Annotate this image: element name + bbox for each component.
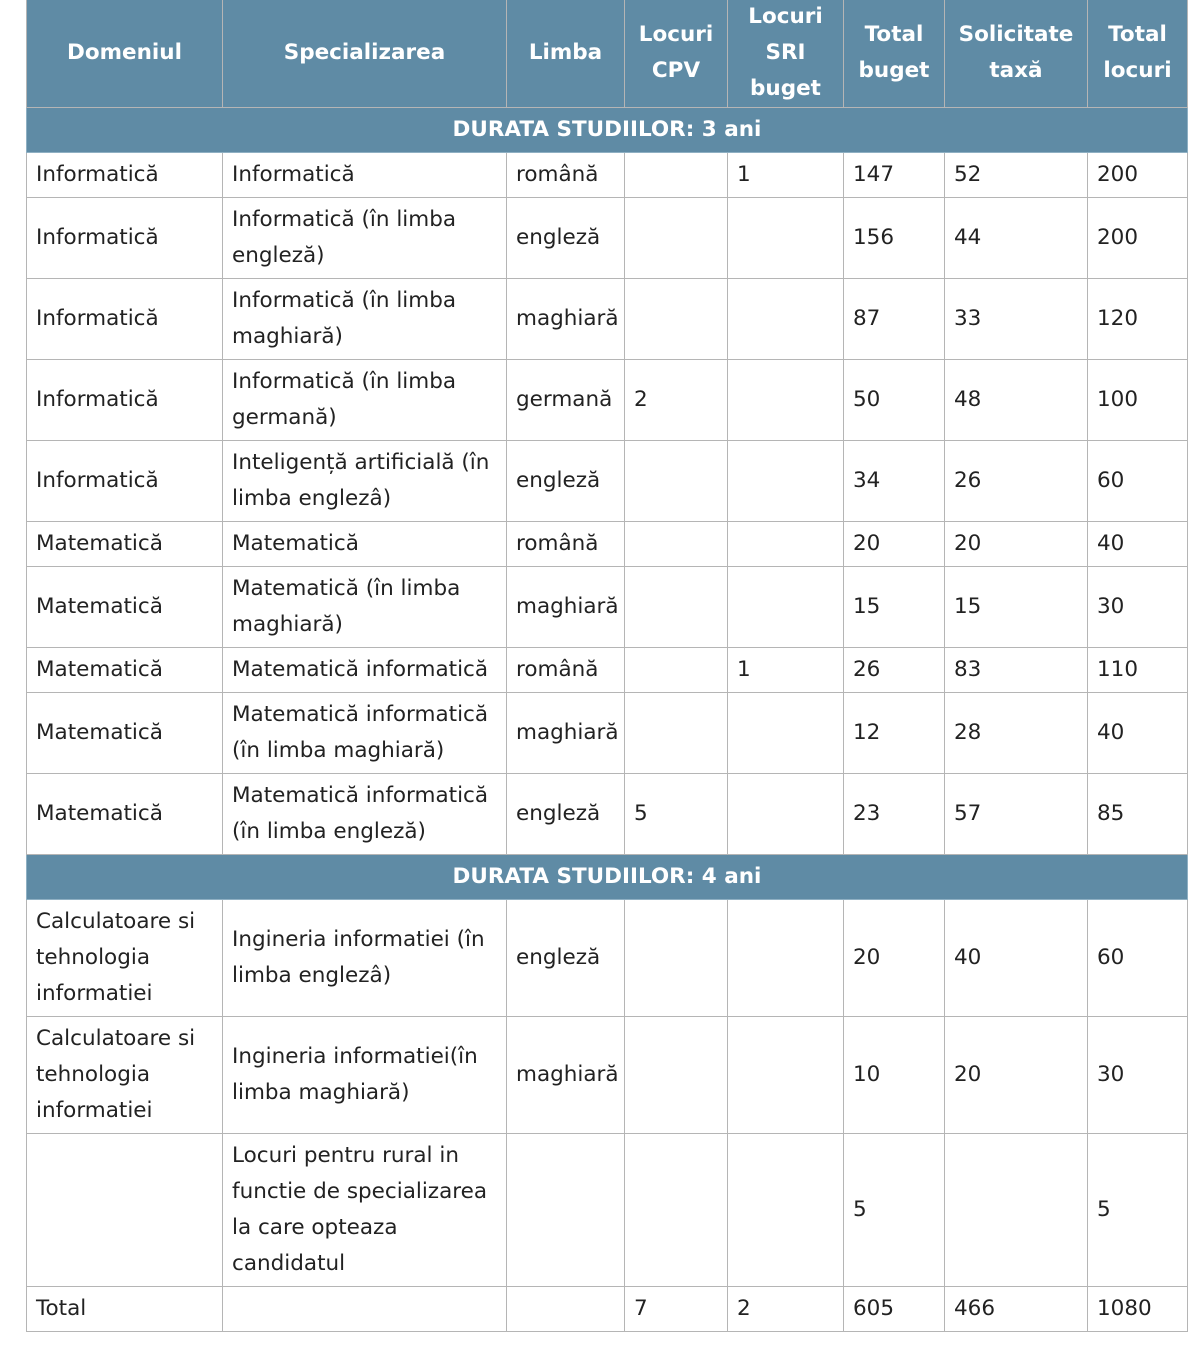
table-row [27,567,1188,648]
cell-domeniul: Matematică [27,774,223,855]
cell-limba: maghiară [507,279,625,360]
cell-total-locuri: 60 [1088,441,1188,522]
cell-locuri-sri [728,441,844,522]
cell-solicitate-taxa: 26 [945,441,1088,522]
cell-locuri-sri [728,693,844,774]
cell-domeniul: Informatică [27,198,223,279]
cell-total-locuri: 110 [1088,648,1188,693]
total-locuri-cpv: 7 [625,1287,728,1332]
cell-locuri-cpv [625,567,728,648]
cell-total-buget: 23 [844,774,945,855]
cell-total-buget: 10 [844,1017,945,1134]
cell-domeniul: Matematică [27,693,223,774]
cell-locuri-cpv [625,522,728,567]
cell-domeniul [27,1134,223,1287]
cell-solicitate-taxa: 15 [945,567,1088,648]
cell-specializarea [223,1287,507,1332]
cell-total-buget: 5 [844,1134,945,1287]
table-row [27,198,1188,279]
header-row [27,0,1188,108]
table-row [27,774,1188,855]
header-domeniul: Domeniul [27,0,223,108]
table-row [27,693,1188,774]
cell-limba: română [507,522,625,567]
cell-total-buget: 12 [844,693,945,774]
cell-specializarea: Ingineria informatiei (în limba englezâ) [223,900,507,1017]
cell-solicitate-taxa: 28 [945,693,1088,774]
cell-total-buget: 87 [844,279,945,360]
table-row [27,522,1188,567]
cell-limba [507,1287,625,1332]
table-row [27,1017,1188,1134]
total-locuri: 1080 [1088,1287,1188,1332]
cell-locuri-sri [728,360,844,441]
header-limba: Limba [507,0,625,108]
cell-total-locuri: 5 [1088,1134,1188,1287]
cell-specializarea: Matematică informatică (în limba maghiară) [223,693,507,774]
cell-specializarea: Locuri pentru rural in functie de specializarea la care opteaza candidatul [223,1134,507,1287]
section-row-3-ani [27,108,1188,153]
cell-specializarea: Matematică informatică (în limba engleză) [223,774,507,855]
cell-solicitate-taxa: 40 [945,900,1088,1017]
cell-total-buget: 34 [844,441,945,522]
cell-total-buget: 147 [844,153,945,198]
cell-domeniul: Matematică [27,567,223,648]
cell-solicitate-taxa: 44 [945,198,1088,279]
cell-total-locuri: 30 [1088,567,1188,648]
section-title: DURATA STUDIILOR: 3 ani [27,108,1188,153]
cell-total-buget: 15 [844,567,945,648]
section-title: DURATA STUDIILOR: 4 ani [27,855,1188,900]
cell-limba: maghiară [507,1017,625,1134]
cell-solicitate-taxa: 83 [945,648,1088,693]
cell-locuri-cpv [625,441,728,522]
cell-specializarea: Ingineria informatiei(în limba maghiară) [223,1017,507,1134]
cell-specializarea: Informatică (în limba germană) [223,360,507,441]
cell-limba: maghiară [507,693,625,774]
cell-total-locuri: 40 [1088,693,1188,774]
table-row [27,1134,1188,1287]
total-solicitate-taxa: 466 [945,1287,1088,1332]
table-row [27,153,1188,198]
cell-locuri-cpv: 5 [625,774,728,855]
cell-limba [507,1134,625,1287]
cell-solicitate-taxa: 57 [945,774,1088,855]
cell-specializarea: Inteligență artificială (în limba englezâ) [223,441,507,522]
cell-specializarea: Informatică (în limba maghiară) [223,279,507,360]
total-label: Total [27,1287,223,1332]
header-locuri-sri-buget: Locuri SRI buget [728,0,844,108]
table-row [27,648,1188,693]
cell-total-locuri: 60 [1088,900,1188,1017]
cell-domeniul: Calculatoare si tehnologia informatiei [27,900,223,1017]
cell-locuri-cpv [625,198,728,279]
cell-domeniul: Informatică [27,153,223,198]
cell-solicitate-taxa: 52 [945,153,1088,198]
cell-locuri-sri [728,1134,844,1287]
table-row [27,900,1188,1017]
cell-domeniul: Informatică [27,279,223,360]
cell-solicitate-taxa: 20 [945,522,1088,567]
cell-specializarea: Matematică (în limba maghiară) [223,567,507,648]
cell-total-buget: 50 [844,360,945,441]
cell-locuri-sri [728,522,844,567]
cell-locuri-cpv [625,153,728,198]
cell-solicitate-taxa: 20 [945,1017,1088,1134]
cell-limba: maghiară [507,567,625,648]
cell-locuri-cpv [625,693,728,774]
total-row [27,1287,1188,1332]
cell-limba: engleză [507,774,625,855]
cell-specializarea: Informatică (în limba engleză) [223,198,507,279]
cell-total-locuri: 40 [1088,522,1188,567]
cell-total-buget: 20 [844,522,945,567]
cell-limba: engleză [507,441,625,522]
cell-total-locuri: 30 [1088,1017,1188,1134]
cell-locuri-sri: 1 [728,153,844,198]
cell-solicitate-taxa [945,1134,1088,1287]
cell-locuri-cpv [625,1017,728,1134]
header-specializarea: Specializarea [223,0,507,108]
cell-locuri-cpv [625,1134,728,1287]
cell-domeniul: Informatică [27,360,223,441]
cell-total-locuri: 200 [1088,198,1188,279]
header-locuri-cpv: Locuri CPV [625,0,728,108]
cell-solicitate-taxa: 33 [945,279,1088,360]
table-row [27,360,1188,441]
cell-total-locuri: 100 [1088,360,1188,441]
cell-domeniul: Informatică [27,441,223,522]
cell-locuri-cpv [625,900,728,1017]
cell-limba: română [507,153,625,198]
cell-locuri-cpv [625,279,728,360]
cell-limba: germană [507,360,625,441]
cell-total-locuri: 85 [1088,774,1188,855]
cell-solicitate-taxa: 48 [945,360,1088,441]
section-row-4-ani [27,855,1188,900]
cell-specializarea: Informatică [223,153,507,198]
cell-total-locuri: 200 [1088,153,1188,198]
cell-limba: română [507,648,625,693]
cell-locuri-sri [728,900,844,1017]
table-row [27,279,1188,360]
cell-total-locuri: 120 [1088,279,1188,360]
cell-locuri-sri [728,279,844,360]
table-row [27,441,1188,522]
cell-specializarea: Matematică informatică [223,648,507,693]
total-locuri-sri: 2 [728,1287,844,1332]
cell-limba: engleză [507,198,625,279]
cell-domeniul: Matematică [27,648,223,693]
cell-locuri-sri [728,1017,844,1134]
cell-total-buget: 20 [844,900,945,1017]
cell-limba: engleză [507,900,625,1017]
cell-locuri-cpv: 2 [625,360,728,441]
cell-specializarea: Matematică [223,522,507,567]
cell-domeniul: Matematică [27,522,223,567]
header-solicitate-taxa: Solicitate taxă [945,0,1088,108]
cell-locuri-sri [728,567,844,648]
header-total-locuri: Total locuri [1088,0,1188,108]
admissions-table [26,0,1188,1332]
cell-locuri-cpv [625,648,728,693]
cell-domeniul: Calculatoare si tehnologia informatiei [27,1017,223,1134]
cell-locuri-sri [728,198,844,279]
cell-total-buget: 26 [844,648,945,693]
total-buget: 605 [844,1287,945,1332]
cell-locuri-sri: 1 [728,648,844,693]
header-total-buget: Total buget [844,0,945,108]
cell-total-buget: 156 [844,198,945,279]
cell-locuri-sri [728,774,844,855]
